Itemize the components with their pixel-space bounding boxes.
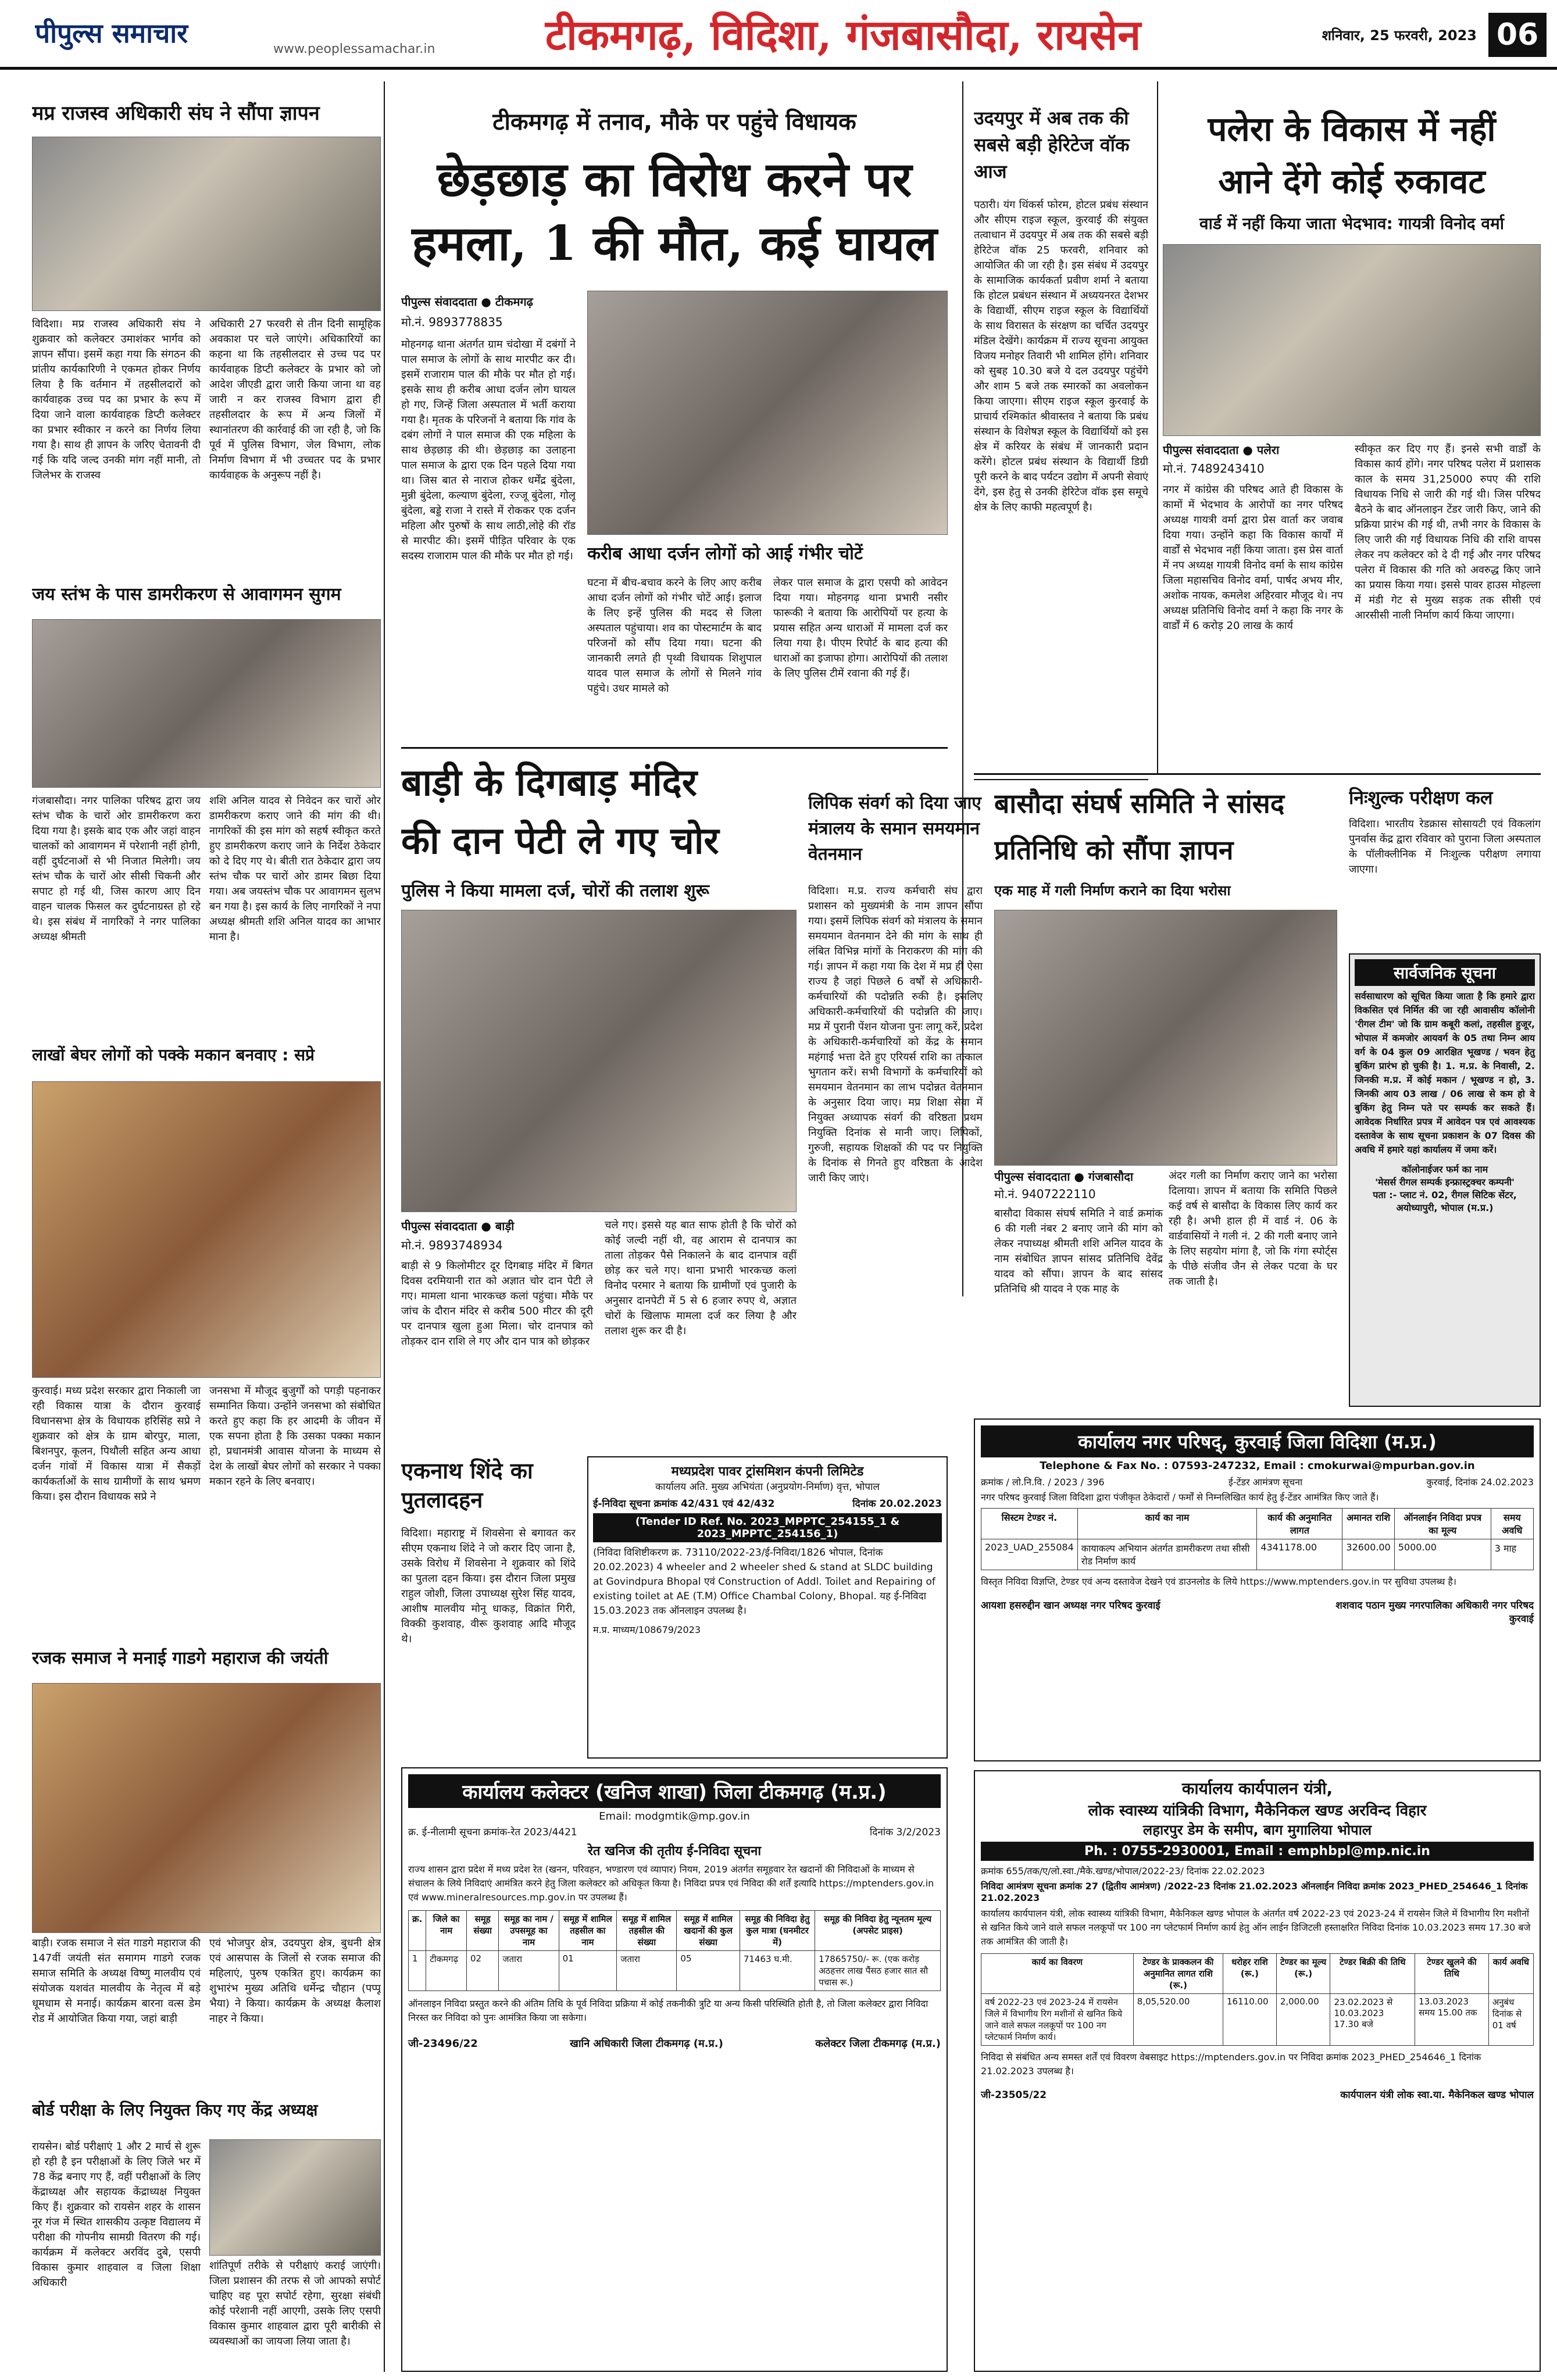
byline-mobile: मो.नं. 7489243410 (1163, 462, 1265, 476)
byline: पीपुल्स संवाददाता ● बाड़ी (401, 1219, 515, 1233)
table-header-cell: अमानत राशि (1342, 1509, 1394, 1539)
headline-digbad-mandir-2: की दान पेटी ले गए चोर (401, 819, 719, 863)
notice-contact: कॉलोनाईजर फर्म का नाम (1401, 1164, 1488, 1175)
photo-press-conference (1163, 244, 1541, 436)
ad-code: जी-23505/22 (981, 2089, 1047, 2101)
photo-crowd (587, 291, 948, 535)
article-text: बाड़ी। रजक समाज ने संत गाडगे महाराज की 147वीं जयंती संत समागम गाडगे रजक समाज समिति के अध्यक्ष विष्णु मालवीय एवं संयोजक यशवंत मालवीय के नेतृत्व में बड़े धूमधाम से मनाई। कार्यक्रम बारना वत्स डेम रोड में आयोजित किया गया, जहां बाड़ी (32, 1937, 201, 2025)
article-text: पठारी। यंग थिंकर्स फोरम, होटल प्रबंध संस्थान और सीएम राइज स्कूल, कुरवाई की संयुक्त तत्वाधान में उदयपुर में अब तक की सबसे बड़ी हेरिटेज वॉक 25 फरवरी, शनिवार को आयोजित की जा रही है। इस संबंध में उदयपुर के सामाजिक कार्यकर्ता प्रवीण शर्मा ने बताया कि होटल प्रबंधन संस्थान में अध्ययनरत देशभर के विद्यार्थी, सीएम राइज स्कूल के विद्यार्थियों के साथ विरासत के संरक्षण का चर्चित उदयपुर मंडिल देखेंगे। कार्यक्रम में राज्य सूचना आयुक्त विजय मनोहर तिवारी भी शामिल होंगे। शनिवार को सुबह 10.30 बजे ये दल उदयपुर पहुंचेंगे और शाम 5 बजे तक स्मारकों का अवलोकन किया जाएगा। सीएम राइज स्कूल कुरवाई के प्राचार्य रश्मिकांत श्रीवास्तव ने बताया कि प्रबंध संस्थान के विशेषज्ञ स्कूल के विद्यार्थियों को इस क्षेत्र में करियर के संबंध में जानकारी प्रदान करेंगे। होटल प्रबंध संस्थान के विद्यार्थी डिग्री पूरी करने के बाद पर्यटन उद्योग में अपनी सेवाएं देंगे, इस हेतु से उनकी हेरिटेज वॉक इस समूचे क्षेत्र के लिए काफी महत्वपूर्ण है। (974, 199, 1148, 513)
table-header-cell: कार्य का विवरण (981, 1954, 1134, 1994)
ad-title: कार्यालय कलेक्टर (खनिज शाखा) जिला टीकमगढ़ (म.प्र.) (408, 1774, 941, 1808)
photo-procession (32, 1683, 381, 1933)
headline-board-exam: बोर्ड परीक्षा के लिए नियुक्त किए गए केंद्र अध्यक्ष (32, 2100, 318, 2120)
table-cell: 3 माह (1491, 1539, 1533, 1570)
page-number: 06 (1488, 13, 1547, 57)
byline: पीपुल्स संवाददाता ● गंजबासौदा (994, 1170, 1134, 1184)
table-cell: अनुबंध दिनांक से 01 वर्ष (1488, 1994, 1533, 2046)
column-divider (1157, 81, 1158, 773)
headline-shinde: एकनाथ शिंदे का पुतलादहन (401, 1458, 533, 1513)
table-cell: 8,05,520.00 (1133, 1994, 1223, 2046)
masthead (0, 0, 1557, 70)
article-text: जनसभा में मौजूद बुजुर्गों को पगड़ी पहनाकर सम्मानित किया। उन्होंने जनसभा को संबोधित करते हुए कहा कि हर आदमी के जीवन में एक सपना होता है कि उसका पक्का मकान हो, प्रधानमंत्री आवास योजना के माध्यम से देश के लाखों बेघर लोगों को सरकार ने पक्का मकान रहने के लिए बनवाए। (209, 1385, 381, 1488)
ad-body: कार्यालय कार्यपालन यंत्री, लोक स्वास्थ्य यांत्रिकी विभाग, मैकेनिकल खण्ड भोपाल के अंतर्गत वर्ष 2022-23 एवं 2023-24 में रायसेन जिले में विभागीय रिग मशीनों से खनित किये जाने वाले सफल नलकूपों पर 100 नग प्लेटफार्म निर्माण कार्य हेतु ऑन लाईन डिजिटली हस्ताक्षरित निविदा दिनांक 10.03.2023 समय 17.30 बजे तक आमंत्रित की जाती है। (981, 1908, 1531, 1947)
ad-title: मध्यप्रदेश पावर ट्रांसमिशन कंपनी लिमिटेड (671, 1464, 864, 1479)
ad-notice-no: ई-निविदा सूचना क्रमांक 42/431 एवं 42/432 (593, 1498, 775, 1510)
ad-footer: म.प्र. माध्यम/108679/2023 (593, 1624, 701, 1635)
notice-title: सार्वजनिक सूचना (1355, 959, 1535, 986)
article-text: स्वीकृत कर दिए गए हैं। इनसे सभी वार्डों के विकास कार्य होंगे। नगर परिषद पलेरा में प्रशासक काल के समय 31,25000 रुपए की राशि विधायक निधि से जारी की गई थी। जिस परिषद बैठने के बाद ऑनलाइन टेंडर जारी किए, जाने की प्रक्रिया प्रारंभ की गई थी, तभी नगर के विकास के लिए जारी की गई विधायक निधि की राशि वापस लेकर नप कलेक्टर को दे दी गई और नगर परिषद पलेरा में विकास की गति को अवरुद्ध किए जाने का प्रयास किया गया। इससे पावर हाउस मोहल्ला में मंडी गेट से मुख्य सड़क तक सीसी एवं आरसीसी नाली निर्माण कार्य किया जाएगा। (1355, 443, 1541, 621)
table-cell: 32600.00 (1342, 1539, 1394, 1570)
ad-title: कार्यालय नगर परिषद्, कुरवाई जिला विदिशा (म.प्र.) (981, 1425, 1534, 1457)
photo-sapre-event (32, 1081, 381, 1378)
table-header-cell: जिले का नाम (426, 1911, 467, 1951)
article-text: नगर में कांग्रेस की परिषद आते ही विकास के कामों में भेदभाव के आरोपों का नगर परिषद अध्यक्ष गायत्री वर्मा द्वारा प्रेस वार्ता कर जवाब दिया गया। उन्होंने कहा कि विकास कार्यों में वार्डों से भेदभाव नहीं किया जाता। इस प्रेस वार्ता में नप अध्यक्ष गायत्री विनोद वर्मा के साथ कांग्रेस जिला महासचिव विनोद वर्मा, पार्षद अभय मीर, अशोक नायक, कमलेश अहिरवार मौजूद थे। नप अध्यक्ष प्रतिनिधि विनोद वर्मा ने कहा कि नगर के वार्डों में 6 करोड़ 20 लाख के कार्य (1163, 484, 1343, 632)
article-text: शांतिपूर्ण तरीके से परीक्षाएं कराई जाएंगी। जिला प्रशासन की तरफ से जो आपको सपोर्ट चाहिए वह पूरा सपोर्ट रहेगा, सुरक्षा संबंधी कोई परेशानी नहीं आएगी, उसके लिए एसपी विकास कुमार शाहवाल द्वारा पूरी बारीकी से व्यवस्थाओं का जायजा लिया जाता है। (209, 2260, 381, 2347)
table-header-cell: सिस्टम टेण्डर नं. (981, 1509, 1078, 1539)
ad-date: कुरवाई, दिनांक 24.02.2023 (1426, 1477, 1534, 1488)
ad-collector-mining (401, 1767, 948, 2372)
headline-heritage-walk: उदयपुर में अब तक की सबसे बड़ी हेरिटेज वॉक आज (974, 107, 1130, 183)
table-header-cell: कार्य का नाम (1077, 1509, 1257, 1539)
table-cell: कायाकल्प अभियान अंतर्गत डामरीकरण तथा सीसी रोड निर्माण कार्य (1077, 1539, 1257, 1570)
table-cell: 05 (677, 1951, 740, 1991)
ad-subtitle: कार्यालय अति. मुख्य अभियंता (अनुप्रयोग-निर्माण) वृत्त, भोपाल (655, 1481, 880, 1493)
article-text: बासौदा विकास संघर्ष समिति ने वार्ड क्रमांक 6 की गली नंबर 2 बनाए जाने की मांग को लेकर नपाध्यक्ष श्रीमती शशि अनिल यादव के नाम संबोधित ज्ञापन सांसद प्रतिनिधि देवेंद्र यादव को सौंपा। ज्ञापन के बाद सांसद प्रतिनिधि श्री यादव ने एक माह के (994, 1207, 1163, 1295)
table-cell: 16110.00 (1223, 1994, 1277, 2046)
table-cell: 1 (409, 1951, 426, 1991)
table-cell: 2023_UAD_255084 (981, 1539, 1078, 1570)
table-cell: जतारा (499, 1951, 559, 1991)
table-header-cell: टेण्डर के प्राक्कलन की अनुमानित लागत राशि (रू.) (1133, 1954, 1223, 1994)
table-header-cell: कार्य अवधि (1488, 1954, 1533, 1994)
headline-palera: पलेरा के विकास में नहीं (1208, 109, 1496, 149)
ad-subtitle: रेत खनिज की तृतीय ई-निविदा सूचना (587, 1844, 762, 1859)
lead-headline-line1: छेड़छाड़ का विरोध करने पर (437, 152, 912, 208)
table-header-cell: टेण्डर का मूल्य (रू.) (1276, 1954, 1330, 1994)
ad-body: (निविदा विशिष्टीकरण क्र. 73110/2022-23/ई-निविदा/1826 भोपाल, दिनांक 20.02.2023) 4 wheeler and 2 wheeler shed & stand at SLDC building at Govindpura Bhopal एवं Construction of Addl. Toilet and Repairing of existing toilet at AE (T.M) Office Chambal Colony, Bhopal. यह ई-निविदा 15.03.2023 तक ऑनलाइन उपलब्ध है। (593, 1547, 935, 1617)
photo-temple (401, 910, 797, 1212)
article-text: विदिशा। भारतीय रेडक्रास सोसायटी एवं विकलांग पुनर्वास केंद्र द्वारा रविवार को पुराना जिला अस्पताल के पॉलीक्लीनिक में निःशुल्क परीक्षण लगाया जाएगा। (1349, 818, 1541, 875)
headline-free-checkup: निःशुल्क परीक्षण कल (1349, 787, 1493, 809)
lead-headline-line2: हमला, 1 की मौत, कई घायल (412, 216, 937, 271)
ad-footer: विस्तृत निविदा विज्ञप्ति, टेण्डर एवं अन्य दस्तावेज देखने एवं डाउनलोड के लिये https://www.mptenders.gov.in पर सुविधा उपलब्ध है। (981, 1576, 1456, 1587)
ad-subtitle: ई-टेंडर आमंत्रण सूचना (1228, 1477, 1303, 1488)
ad-signature: कलेक्टर जिला टीकमगढ़ (म.प्र.) (815, 2038, 941, 2050)
section-divider (401, 747, 948, 749)
photo-road (32, 619, 381, 788)
table-cell: 2,000.00 (1276, 1994, 1330, 2046)
headline-rajak-samaj: रजक समाज ने मनाई गाडगे महाराज की जयंती (32, 1648, 328, 1668)
ad-title: लोक स्वास्थ्य यांत्रिकी विभाग, मैकेनिकल खण्ड अरविन्द विहार (1088, 1802, 1427, 1820)
section-divider (974, 773, 1541, 775)
ad-contact: Ph. : 0755-2930001, Email : emphbpl@mp.nic.in (981, 1842, 1534, 1861)
deck: वार्ड में नहीं किया जाता भेदभाव: गायत्री विनोद वर्मा (1199, 214, 1504, 233)
table-header-cell: समूह संख्या (466, 1911, 498, 1951)
table-cell: जतारा (617, 1951, 677, 1991)
table-cell: 13.03.2023 समय 15.00 तक (1415, 1994, 1489, 2046)
headline-revenue-union: मप्र राजस्व अधिकारी संघ ने सौंपा ज्ञापन (32, 102, 320, 125)
byline-mobile: मो.नं. 9407222110 (994, 1187, 1096, 1201)
ad-mp-transmission (587, 1456, 948, 1759)
section-divider (974, 779, 1148, 780)
ad-ref: क्रमांक / लो.नि.वि. / 2023 / 396 (981, 1477, 1105, 1488)
article-text: बाड़ी से 9 किलोमीटर दूर दिगबाड़ मंदिर में बिगत दिवस दरमियानी रात को अज्ञात चोर दान पेटी ले गए। मामला थाना भारकच्छ कलां पहुंचा। मौके पर जांच के दौरान मंदिर से करीब 500 मीटर की दूरी पर दानपात्र खुला हुआ मिला। चोर दानपात्र को तोड़कर दान राशि ले गए और दान पात्र को छोड़कर (401, 1260, 593, 1348)
article-text: एवं भोजपुर क्षेत्र, उदयपुरा क्षेत्र, बुधनी क्षेत्र एवं आसपास के जिलों से रजक समाज की महिलाएं, पुरुष एकत्रित हुए। कार्यक्रम का शुभारंभ मुख्य अतिथि धर्मेन्द्र चौहान (पप्पू भैया) ने किया। कार्यक्रम के अध्यक्ष कैलाश नाहर ने किया। (209, 1937, 381, 2025)
newspaper-logo[interactable]: पीपुल्स समाचार (35, 17, 188, 49)
notice-contact: 'मेसर्स रीगल सम्पर्क इन्फ्रास्ट्रक्चर कम्पनी' (1375, 1177, 1515, 1188)
table-header-cell: समूह का नाम / उपसमूह का नाम (499, 1911, 559, 1951)
ad-signature: आयशा हसरुद्दीन खान अध्यक्ष नगर परिषद कुरवाई (981, 1600, 1160, 1611)
headline-basoda: बासौदा संघर्ष समिति ने सांसद (994, 788, 1285, 819)
ad-email[interactable]: Email: modgmtik@mp.gov.in (599, 1810, 750, 1822)
photo-memorandum (994, 910, 1337, 1166)
photo-exam (209, 2139, 381, 2256)
table-cell: 02 (466, 1951, 498, 1991)
article-text: विदिशा। मप्र राजस्व अधिकारी संघ ने शुक्रवार को कलेक्टर उमाशंकर भार्गव को ज्ञापन सौंपा। इसमें कहा गया कि संगठन की प्रांतीय कार्यकारिणी ने एकमत होकर निर्णय लिया है कि वर्तमान में तहसीलदारों को कार्यवाहक उच्च पद का प्रभार के रूप में दिया जाने वाला कार्यवाहक डिप्टी कलेक्टर का प्रभार स्वीकार न करने का निर्णय लिया गया है। साथ ही ज्ञापन के जरिए चेतावनी दी गई कि यदि जल्द उनकी मांग नहीं मानी, तो जिलेभर के राजस्व (32, 318, 201, 481)
article-text: कुरवाई। मध्य प्रदेश सरकार द्वारा निकाली जा रही विकास यात्रा के दौरान कुरवाई विधानसभा क्षेत्र के विधायक हरिसिंह सप्रे ने शुक्रवार को क्षेत्र के ग्राम बोरपुर, माला, बिशनपुर, कूलन, पिथौली सहित अन्य आधा दर्जन गांवों में विकास यात्रा में सैकड़ों कार्यकर्ताओं के साथ ग्रामीणों के साथ भ्रमण किया। इस दौरान विधायक सप्रे ने (32, 1385, 201, 1503)
table-cell: वर्ष 2022-23 एवं 2023-24 में रायसेन जिले में विभागीय रिग मशीनों से खनित किये जाने वाले सफल नलकूपों पर 100 नग प्लेटफार्म निर्माण कार्य। (981, 1994, 1134, 2046)
headline-lipik: लिपिक संवर्ग को दिया जाए मंत्रालय के समान समयमान वेतनमान (808, 793, 981, 864)
table-cell: टीकमगढ़ (426, 1951, 467, 1991)
article-text: शशि अनिल यादव से निवेदन कर चारों ओर डामरीकरण कराए जाने की मांग की थी। नागरिकों की इस मांग को सहर्ष स्वीकृत करते हुए डामरीकरण कराए जाने के निर्देश ठेकेदार को दे दिए गए थे। बीती रात ठेकेदार द्वारा जय स्तंभ चौक पर चारों ओर डामर बिछा दिया गया। अब जयस्तंभ चौक पर आवागमन सुलभ बन गया है। इस कार्य के लिए नागरिकों ने नपा अध्यक्ष श्रीमती शशि अनिल यादव का आभार माना है। (209, 795, 381, 943)
table-header-cell: समूह में शामिल तहसील का नाम (559, 1911, 617, 1951)
headline-sapre: लाखों बेघर लोगों को पक्के मकान बनवाए : सप्रे (32, 1045, 315, 1064)
ad-title: कार्यालय कार्यपालन यंत्री, (1181, 1779, 1333, 1798)
article-text: अधिकारी 27 फरवरी से तीन दिनी सामूहिक अवकाश पर चले जाएंगे। अधिकारियों का कहना था कि तहसीलदार से उच्च पद पर कार्यवाहक डिप्टी कलेक्टर के प्रभार को जो आदेश जीएडी द्वारा जारी किया जाना था वह जारी न कर राजस्व विभाग द्वारा ही तहसीलदार के रूप में अन्य जिलों में स्थानांतरण की कार्रवाई की जा रही है, जो कि पूर्व में पुलिस विभाग, जेल विभाग, लोक निर्माण विभाग में भी उच्चतर पद के प्रभार कार्यवाहक के अनुरूप नहीं है। (209, 318, 381, 481)
photo-revenue-union (32, 137, 381, 311)
article-text: अंदर गली का निर्माण कराए जाने का भरोसा दिलाया। ज्ञापन में बताया कि समिति पिछले कई वर्ष से बासौदा के विकास लिए कार्य कर रही है। अभी हाल ही में वार्ड नं. 06 के वार्डवासियों ने गली नं. 2 की गली बनाए जाने के लिए सहयोग मांगा है, जो कि गंगा स्पोर्ट्स के पीछे संजीव जैन से लेकर पटवा के घर तक जाती है। (1169, 1170, 1337, 1288)
headline-digbad-mandir: बाड़ी के दिगबाड़ मंदिर (401, 761, 697, 805)
table-header-cell: समूह की निविदा हेतु कुल मात्रा (घनमीटर में) (740, 1911, 815, 1951)
ad-date: दिनांक 3/2/2023 (869, 1827, 941, 1838)
ad-signature: शशवाद पठान मुख्य नगरपालिका अधिकारी नगर परिषद कुरवाई (1335, 1600, 1534, 1625)
photo-caption: करीब आधा दर्जन लोगों को आई गंभीर चोटें (587, 544, 863, 564)
kicker-tikamgarh: टीकमगढ़ में तनाव, मौके पर पहुंचे विधायक (492, 109, 856, 135)
byline-mobile: मो.नं. 9893778835 (401, 315, 503, 329)
deck: पुलिस ने किया मामला दर्ज, चोरों की तलाश शुरू (401, 881, 709, 901)
table-header-cell: समय अवधि (1491, 1509, 1533, 1539)
article-text: गंजबासौदा। नगर पालिका परिषद द्वारा जय स्तंभ चौक के चारों ओर डामरीकरण करा दिया गया है। इसके बाद एक और जहां वाहन चालकों को आवागमन में परेशानी नहीं होगी, वहीं दुर्घटनाओं से भी निजात मिलेगी। जय स्तंभ चौक के चारों ओर सीसी चिकनी और सपाट हो गई थी, जिस कारण आए दिन वाहन चालक फिसल कर दुर्घटनाग्रस्त हो रहे थे। इस संबंध में नागरिकों ने नगर पालिका अध्यक्ष श्रीमती (32, 795, 201, 943)
article-text: विदिशा। महाराष्ट्र में शिवसेना से बगावत कर सीएम एकनाथ शिंदे ने जो करार दिए जाना है, उसके विरोध में शिवसेना ने शुक्रवार को शिंदे का पुतला दहन किया। इस दौरान जिला प्रमुख राहुल जोशी, जिला उपाध्यक्ष सुरेश सिंह यादव, आशीष मालवीय मोनू धाकड़, विक्रांत गिरी, विक्की कुशवाह, वीरू कुशवाह आदि मौजूद थे। (401, 1527, 576, 1645)
table-header-cell: धरोहर राशि (रू.) (1223, 1954, 1277, 1994)
ad-body: नगर परिषद कुरवाई जिला विदिशा द्वारा पंजीकृत ठेकेदारों / फर्मों से निम्नलिखित कार्य हेतु ई-टेंडर आमंत्रित किए जाते हैं। (981, 1492, 1379, 1503)
headline-palera-2: आने देंगे कोई रुकावट (1218, 162, 1485, 201)
notice-body: सर्वसाधारण को सूचित किया जाता है कि हमारे द्वारा विकसित एवं निर्मित की जा रही आवासीय कॉलोनी 'रीगल टीम' जो कि ग्राम कबूरी कलां, तहसील हुजूर, भोपाल में कमजोर आयवर्ग के 05 तथा निम्न आय वर्ग के 04 कुल 09 आरक्षित भूखण्ड / भवन हेतु बुकिंग प्रारंभ हो चुकी है। 1. म.प्र. के निवासी, 2. जिनकी म.प्र. में कोई मकान / भूखण्ड न हो, 3. जिनकी आय 03 लाख / 06 लाख से कम हो वे बुकिंग हेतु निम्न पते पर सम्पर्क कर सकते हैं। आवेदक निर्धारित प्रपत्र में आवेदन पत्र एवं आवश्यक दस्तावेज के साथ सूचना प्रकाशन के 07 दिवस की अवधि में हमारे यहां कार्यालय में जमा करें। (1355, 991, 1535, 1155)
table-header-cell: समूह में शामिल तहसील की संख्या (617, 1911, 677, 1951)
table-cell: 4341178.00 (1257, 1539, 1342, 1570)
issue-date: शनिवार, 25 फरवरी, 2023 (1322, 27, 1477, 44)
ad-kurwai-nagar-parishad (974, 1418, 1541, 1761)
ad-contact: Telephone & Fax No. : 07593-247232, Email : cmokurwai@mpurban.gov.in (1040, 1460, 1475, 1472)
table-header-cell: कार्य की अनुमानित लागत (1257, 1509, 1342, 1539)
column-divider (384, 81, 385, 2372)
ad-ref: क्र. ई-नीलामी सूचना क्रमांक-रेत 2023/4421 (408, 1827, 577, 1838)
byline-mobile: मो.नं. 9893748934 (401, 1238, 503, 1252)
website-url[interactable]: www.peoplessamachar.in (273, 42, 435, 56)
ad-ref: (Tender ID Ref. No. 2023_MPPTC_254155_1 & 2023_MPPTC_254156_1) (593, 1513, 942, 1542)
byline: पीपुल्स संवाददाता ● टीकमगढ़ (401, 295, 533, 309)
table-header-cell: क्र. (409, 1911, 426, 1951)
table-header-cell: समूह में शामिल खदानों की कुल संख्या (677, 1911, 740, 1951)
ad-body: राज्य शासन द्वारा प्रदेश में मध्य प्रदेश रेत (खनन, परिवहन, भण्डारण एवं व्यापार) नियम, 2019 अंतर्गत समूहवार रेत खदानों की निविदाओं के माध्यम से संचालन के लिये निविदाएं आमंत्रित करने हेतु जिला कलेक्टर को अधिकृत किया है। निविदा प्रपत्र एवं निविदा की शर्तें इत्यादि https://mptenders.gov.in एवं www.mineralresources.mp.gov.in पर उपलब्ध हैं। (408, 1864, 934, 1903)
notice-contact: पता :- प्लाट नं. 02, रीगल सिटिक सेंटर, अयोध्यापुरी, भोपाल (म.प्र.) (1373, 1189, 1517, 1213)
byline: पीपुल्स संवाददाता ● पलेरा (1163, 443, 1280, 457)
public-notice (1349, 953, 1541, 1407)
table-header-cell: ऑनलाईन निविदा प्रपत्र का मूल्य (1394, 1509, 1491, 1539)
table-cell: 01 (559, 1951, 617, 1991)
ad-signature: कार्यपालन यंत्री लोक स्वा.या. मैकेनिकल खण्ड भोपाल (1340, 2089, 1534, 2101)
table-header-cell: समूह की निविदा हेतु न्यूनतम मूल्य (अपसेट प्राइस) (815, 1911, 941, 1951)
article-text: चले गए। इससे यह बात साफ होती है कि चोरों को कोई जल्दी नहीं थी, वह आराम से दानपात्र का ताला तोड़कर पैसे निकालने के बाद दानपात्र वहीं छोड़ कर चले गए। थाना प्रभारी भारकच्छ कलां विनोद परमार ने बताया कि ग्रामीणों एवं पुजारी के अनुसार दानपेटी में 5 से 6 हजार रुपए थे, अज्ञात चोरों के खिलाफ मामला दर्ज कर लिया है और तलाश शुरू कर दी है। (605, 1219, 797, 1337)
ad-footer: ऑनलाइन निविदा प्रस्तुत करने की अंतिम तिथि के पूर्व निविदा प्रक्रिया में कोई तकनीकी त्रुटि या अन्य किसी परिस्थिति होती है, तो जिला कलेक्टर द्वारा निविदा निरस्त कर निविदा को पुनः आमंत्रित किया जा सकेगा। (408, 1998, 929, 2023)
ad-footer: निविदा से संबंधित अन्य समस्त शर्तें एवं विवरण वेबसाइट https://mptenders.gov.in पर निविदा क्रमांक 2023_PHED_254646_1 दिनांक 21.02.2023 उपलब्ध है। (981, 2052, 1481, 2077)
ad-signature: खानि अधिकारी जिला टीकमगढ़ (म.प्र.) (570, 2038, 723, 2050)
edition-title: टीकमगढ़, विदिशा, गंजबासौदा, रायसेन (545, 10, 1141, 59)
article-text: रायसेन। बोर्ड परीक्षाएं 1 और 2 मार्च से शुरू हो रही है इन परीक्षाओं के लिए जिले भर में 78 केंद्र बनाए गए हैं, वहीं परीक्षाओं के लिए केंद्राध्यक्ष और सहायक केंद्राध्यक्ष नियुक्त किए हैं। शुक्रवार को रायसेन शहर के शासन नूर गंज में स्थित शासकीय उत्कृष्ट विद्यालय में परीक्षा की गोपनीय सामग्री वितरण की गई। कार्यक्रम में कलेक्टर अरविंद दुबे, एसपी विकास कुमार शाहवाल व जिला शिक्षा अधिकारी (32, 2140, 201, 2289)
article-text: लेकर पाल समाज के द्वारा एसपी को आवेदन दिया गया। मोहनगढ़ थाना प्रभारी नसीर फारूकी ने बताया कि आरोपियों पर हत्या के प्रयास सहित अन्य धाराओं में मामला दर्ज कर लिया गया है। पीएम रिपोर्ट के बाद हत्या की धाराओं का इजाफा होगा। आरोपियों की तलाश के लिए पुलिस टीमें रवाना की गई हैं। (773, 577, 948, 680)
ad-date: दिनांक 20.02.2023 (852, 1498, 942, 1510)
ad-table (408, 1910, 941, 1991)
ad-ref: क्रमांक 655/तक/ए/लो.स्वा./मैके.खण्ड/भोपाल/2022-23/ दिनांक 22.02.2023 (981, 1866, 1265, 1877)
table-cell: 5000.00 (1394, 1539, 1491, 1570)
ad-phed-bhopal (974, 1770, 1541, 2372)
table-header-cell: टेण्डर खुलने की तिथि (1415, 1954, 1489, 1994)
deck: एक माह में गली निर्माण कराने का दिया भरोसा (994, 882, 1231, 899)
headline-jay-stambh: जय स्तंभ के पास डामरीकरण से आवागमन सुगम (32, 584, 341, 605)
table-cell: 17865750/- रू. (एक करोड़ अठहत्तर लाख पैंसठ हजार सात सौ पचास रू.) (815, 1951, 941, 1991)
ad-subtitle: निविदा आमंत्रण सूचना क्रमांक 27 (द्वितीय आमंत्रण) /2022-23 दिनांक 21.02.2023 ऑनलाईन निविदा क्रमांक 2023_PHED_254646_1 दिनांक 21.02.2023 (981, 1881, 1528, 1903)
table-cell: 71463 घ.मी. (740, 1951, 815, 1991)
table-cell: 23.02.2023 से 10.03.2023 17.30 बजे (1330, 1994, 1415, 2046)
article-text: विदिशा। म.प्र. राज्य कर्मचारी संघ द्वारा प्रशासन को मुख्यमंत्री के नाम ज्ञापन सौंपा गया। इसमें लिपिक संवर्ग को मंत्रालय के समान समयमान वेतनमान देने की मांग के साथ ही लंबित विभिन्न मांगों के निराकरण की मांग की गई। ज्ञापन में कहा गया कि देश में मप्र ही ऐसा राज्य है जहां पिछले 6 वर्षों से अधिकारी-कर्मचारियों की पदोन्नति रुकी है। इसलिए अधिकारी-कर्मचारियों की पदोन्नति की जाए। मप्र में पुरानी पेंशन योजना पुनः लागू करें, प्रदेश के अधिकारी-कर्मचारियों को केंद्र के समान महंगाई भत्ता देते हुए एरियर्स राशि का तत्काल भुगतान करें। सभी विभागों के कर्मचारियों को समयमान वेतनमान का लाभ पदोन्नत वेतनमान के अनुसार दिया जाए। मप्र शिक्षा सेवा में नियुक्त अध्यापक संवर्ग की वरिष्ठता प्रथम नियुक्ति दिनांक से मानी जाए। लिपिकों, गुरुजी, सहायक शिक्षकों की पद पर नियुक्ति के दिनांक से गिनते हुए वरिष्ठता के आदेश जारी किए जाएं। (808, 885, 983, 1184)
headline-basoda-2: प्रतिनिधि को सौंपा ज्ञापन (994, 834, 1234, 866)
ad-title: लहारपुर डेम के समीप, बाग मुगालिया भोपाल (1142, 1822, 1372, 1838)
ad-table (981, 1508, 1534, 1570)
table-header-cell: टेण्डर बिक्री की तिथि (1330, 1954, 1415, 1994)
ad-table (981, 1953, 1534, 2046)
article-text: घटना में बीच-बचाव करने के लिए आए करीब आधा दर्जन लोगों को गंभीर चोटें आई। इलाज के लिए इन्हें पुलिस की मदद से जिला अस्पताल पहुंचाया। शव का पोस्टमार्टम के बाद परिजनों को सौंप दिया गया। घटना की जानकारी लगते ही पृथ्वी विधायक शिशुपाल यादव पाल समाज के लोगों से मिलने गांव पहुंचे। उधर मामले को (587, 577, 762, 695)
article-text: मोहनगढ़ थाना अंतर्गत ग्राम चंदोखा में दबंगों ने पाल समाज के लोगों के साथ मारपीट कर दी। इसमें राजाराम पाल की मौके पर मौत हो गई। इसके साथ ही करीब आधा दर्जन लोग घायल हो गए, जिन्हें जिला अस्पताल में भर्ती कराया गया है। मृतक के परिजनों ने बताया कि गांव के दबंग लोगों ने पाल समाज की एक महिला के साथ छेड़छाड़ की थी। छेड़छाड़ का उलाहना पाल समाज के द्वारा एक दिन पहले दिया गया था। जिस बात से नाराज होकर धर्मेंद्र बुंदेला, मुन्नी बुंदेला, कल्याण बुंदेला, रज्जू बुंदेला, गोलू बुंदेला, बड्डे राजा ने रास्ते में रोककर एक दर्जन महिला और पुरुषों के साथ लाठी,लोहे की रॉड से मारपीट की। इसमें पीड़ित परिवार के एक सदस्य राजाराम पाल की मौके पर मौत हो गई। (401, 338, 576, 562)
ad-code: जी-23496/22 (408, 2038, 478, 2050)
